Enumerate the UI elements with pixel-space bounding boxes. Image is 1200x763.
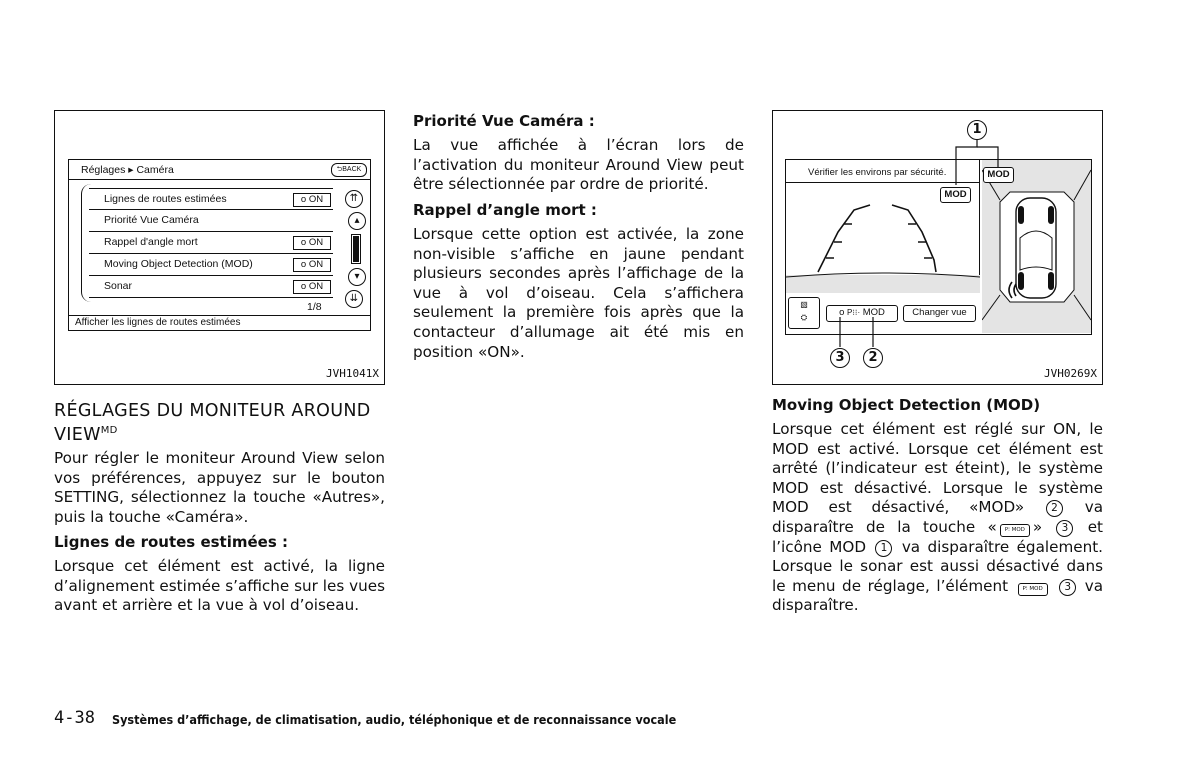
mod-icon: MOD <box>940 187 971 203</box>
callout-leaders <box>773 111 1104 386</box>
check-surroundings-text: Vérifier les environs par sécurité. <box>808 167 947 178</box>
settings-row-priorite[interactable] <box>89 210 333 232</box>
settings-list <box>89 188 333 298</box>
toggle-indicator: o ON <box>293 258 331 272</box>
change-view-button[interactable]: Changer vue <box>903 305 976 322</box>
settings-row-sonar[interactable] <box>89 276 333 298</box>
scroll-down-icon[interactable]: ▾ <box>348 268 366 286</box>
page-up-double-icon[interactable]: ⇈ <box>345 190 363 208</box>
chapter-title: Systèmes d’affichage, de climatisation, audio, téléphonique et de reconnaissance vocale <box>112 712 677 727</box>
settings-screen <box>68 159 371 331</box>
sonar-icon: P⁝⁝· <box>847 308 861 317</box>
priority-paragraph: La vue affichée à l’écran lors de l’activation du moniteur Around View peut être sélectionnée par ordre de priorité. <box>413 136 744 194</box>
mod-toggle-label: MOD <box>862 307 885 318</box>
lines-paragraph: Lorsque cet élément est activé, la ligne d’alignement estimée s’affiche sur les vues avant et arrière et la vue à vol d’oiseau. <box>54 557 385 615</box>
row-label: Lignes de routes estimées <box>104 193 227 205</box>
toggle-indicator: o ON <box>293 280 331 294</box>
breadcrumb: Réglages ▸ Caméra <box>81 164 174 176</box>
camera-figure <box>772 110 1103 385</box>
camera-settings-icon: ▧ <box>800 300 808 309</box>
back-arrow-icon: ⮌ <box>336 166 343 173</box>
intro-paragraph: Pour régler le moniteur Around View selon vos préférences, appuyez sur le bouton SETTING, sélectionnez la touche «Autres», puis la touche «Caméra». <box>54 449 385 526</box>
mod-indicator-birdseye: MOD <box>983 167 1014 183</box>
callout-ref-3: 3 <box>1056 520 1073 537</box>
back-button[interactable] <box>331 163 367 177</box>
blind-paragraph: Lorsque cette option est activée, la zone non-visible s’affiche en jaune pendant plusieurs secondes après l’affichage de la vue à vol d’oiseau. Cela s’affichera seulement la première fois après que la contacteur d’allumage ait été mis en position «ON». <box>413 225 744 361</box>
settings-figure <box>54 110 385 385</box>
lock-icon: ⛭ <box>800 313 808 322</box>
figure-code: JVH1041X <box>326 367 379 380</box>
row-label: Rappel d'angle mort <box>104 236 198 248</box>
settings-row-lignes[interactable] <box>89 188 333 210</box>
row-label: Priorité Vue Caméra <box>104 214 199 226</box>
hint-text: Afficher les lignes de routes estimées <box>75 317 241 328</box>
page-indicator: 1/8 <box>307 301 322 313</box>
blind-heading: Rappel d’angle mort : <box>413 201 597 219</box>
mod-paragraph: Lorsque cet élément est réglé sur ON, le MOD est activé. Lorsque cet élément est arrêté (l’indicateur est éteint), le système MOD est désactivé. Lorsque le système MOD est désactivé, «MOD» 2 va disparaître de la touche « P⁝ MOD » 3 et l’icône MOD 1 va disparaître également. Lorsque le sonar est aussi désactivé dans le menu de réglage, l’élément P⁝ MOD 3 va disparaître. <box>772 420 1104 615</box>
list-left-edge <box>81 184 92 302</box>
callout-3: 3 <box>830 348 850 368</box>
callout-ref-1: 1 <box>875 540 892 557</box>
settings-row-rappel[interactable] <box>89 232 333 254</box>
indicator-dot-icon: o <box>839 307 845 318</box>
callout-2: 2 <box>863 348 883 368</box>
callout-1: 1 <box>967 120 987 140</box>
callout-ref-2: 2 <box>1046 500 1063 517</box>
trademark-sup: MD <box>100 425 118 436</box>
section-title: RÉGLAGES DU MONITEUR AROUND $VIEW^{MD}$ <box>54 401 371 445</box>
toggle-indicator: o ON <box>293 236 331 250</box>
scrollbar[interactable] <box>351 234 361 264</box>
callout-ref-3: 3 <box>1059 579 1076 596</box>
scrollbar-thumb[interactable] <box>353 236 359 262</box>
figure-code: JVH0269X <box>1044 367 1097 380</box>
scroll-up-icon[interactable]: ▴ <box>348 212 366 230</box>
hint-divider <box>69 315 370 316</box>
priority-heading: Priorité Vue Caméra : <box>413 112 595 130</box>
mod-chip-icon: P⁝ MOD <box>1018 583 1048 596</box>
mod-chip-icon: P⁝ MOD <box>1000 524 1030 537</box>
toggle-indicator: o ON <box>293 193 331 207</box>
mod-heading: Moving Object Detection (MOD) <box>772 396 1041 414</box>
page-number: 4-38 <box>54 708 95 728</box>
settings-row-mod[interactable] <box>89 254 333 276</box>
row-label: Sonar <box>104 280 133 292</box>
page-down-double-icon[interactable]: ⇊ <box>345 290 363 308</box>
lines-heading: Lignes de routes estimées : <box>54 533 288 551</box>
row-label: Moving Object Detection (MOD) <box>104 258 253 270</box>
back-label: BACK <box>342 166 362 173</box>
title-divider <box>69 179 370 180</box>
